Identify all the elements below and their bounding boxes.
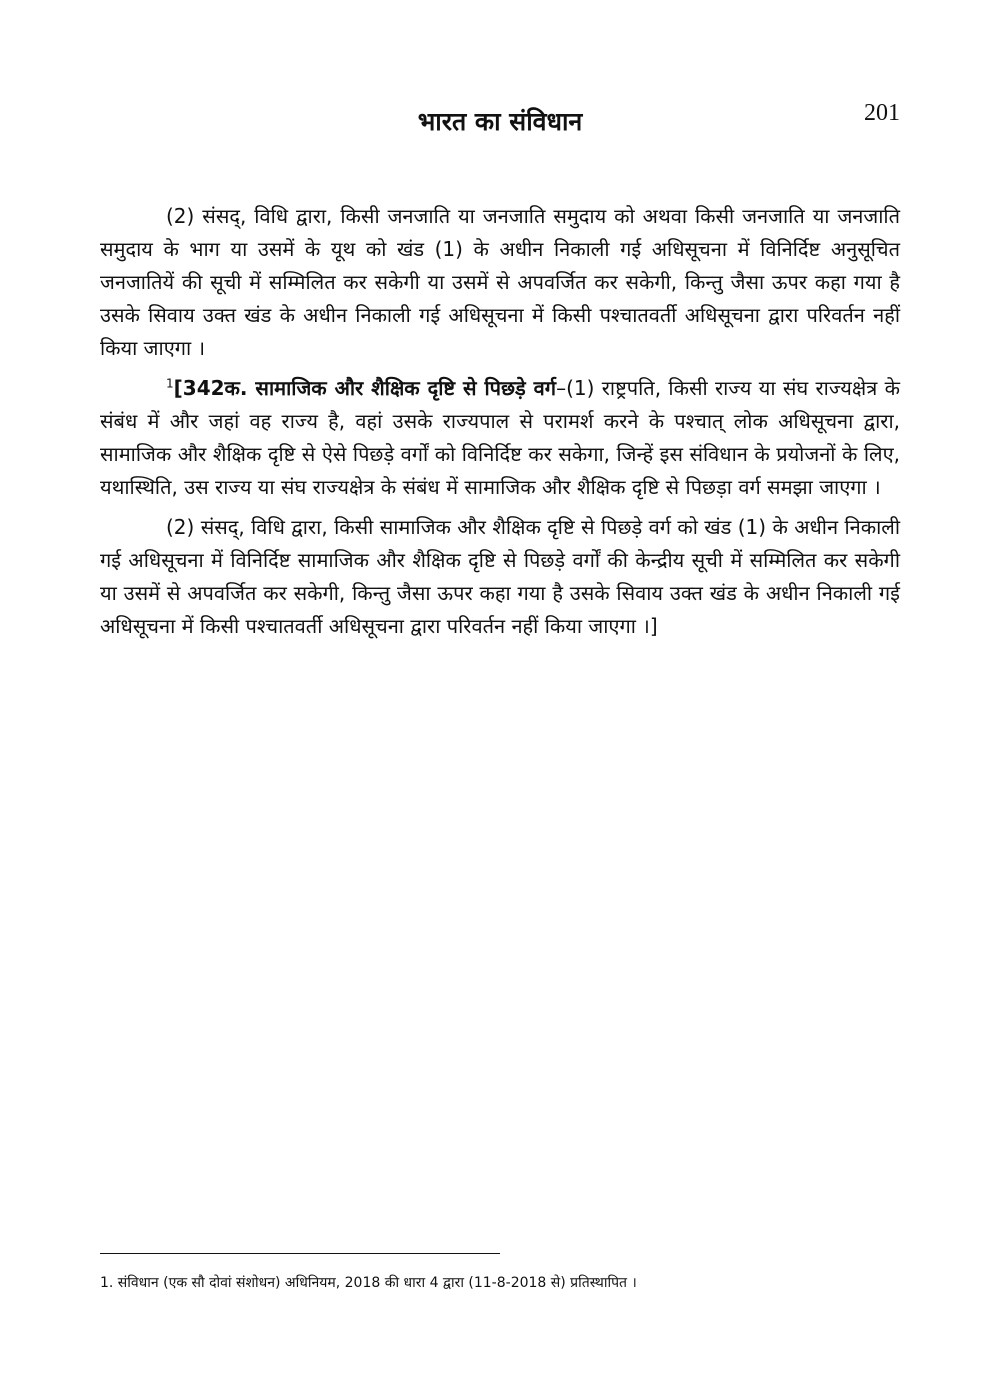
page-number: 201 bbox=[864, 100, 900, 126]
footnote-marker: 1 bbox=[166, 376, 174, 391]
paragraph-clause-2-backward-classes: (2) संसद्, विधि द्वारा, किसी सामाजिक और शैक्षिक दृष्टि से पिछड़े वर्ग को खंड (1) के अधीन निकाली गई अधिसूचना में विनिर्दिष्ट सामाजिक और शैक्षिक दृष्टि से पिछड़े वर्गों की केन्द्रीय सूची में सम्मिलित कर सकेगी या उसमें से अपवर्जित कर सकेगी, किन्तु जैसा ऊपर कहा गया है उसके सिवाय उक्त खंड के अधीन निकाली गई अधिसूचना में किसी पश्चातवर्ती अधिसूचना द्वारा परिवर्तन नहीं किया जाएगा ।] bbox=[100, 515, 900, 638]
footnote: 1. संविधान (एक सौ दोवां संशोधन) अधिनियम, 2018 की धारा 4 द्वारा (11-8-2018 से) प्रतिस्थापित । bbox=[100, 1275, 637, 1291]
article-heading: 342क. सामाजिक और शैक्षिक दृष्टि से पिछड़े वर्ग bbox=[182, 376, 557, 400]
page-title: भारत का संविधान bbox=[417, 107, 583, 136]
main-content bbox=[100, 200, 900, 650]
opening-bracket: [ bbox=[173, 376, 183, 400]
paragraph-article-342a bbox=[100, 372, 900, 504]
paragraph-clause-2-tribes: (2) संसद्, विधि द्वारा, किसी जनजाति या जनजाति समुदाय को अथवा किसी जनजाति या जनजाति समुदाय के भाग या उसमें के यूथ को खंड (1) के अधीन निकाली गई अधिसूचना में विनिर्दिष्ट अनुसूचित जनजातियें की सूची में सम्मिलित कर सकेगी या उसमें से अपवर्जित कर सकेगी, किन्तु जैसा ऊपर कहा गया है उसके सिवाय उक्त खंड के अधीन निकाली गई अधिसूचना में किसी पश्चातवर्ती अधिसूचना द्वारा परिवर्तन नहीं किया जाएगा । bbox=[100, 204, 900, 360]
article-text: –(1) राष्ट्रपति, किसी राज्य या संघ राज्यक्षेत्र के संबंध में और जहां वह राज्य है, वहां उसके राज्यपाल से परामर्श करने के पश्चात् लोक अधिसूचना द्वारा, सामाजिक और शैक्षिक दृष्टि से ऐसे पिछड़े वर्गों को विनिर्दिष्ट कर सकेगा, जिन्हें इस संविधान के प्रयोजनों के लिए, यथास्थिति, उस राज्य या संघ राज्यक्षेत्र के संबंध में सामाजिक और शैक्षिक दृष्टि से पिछड़ा वर्ग समझा जाएगा । bbox=[100, 376, 900, 499]
footnote-divider bbox=[100, 1253, 500, 1254]
